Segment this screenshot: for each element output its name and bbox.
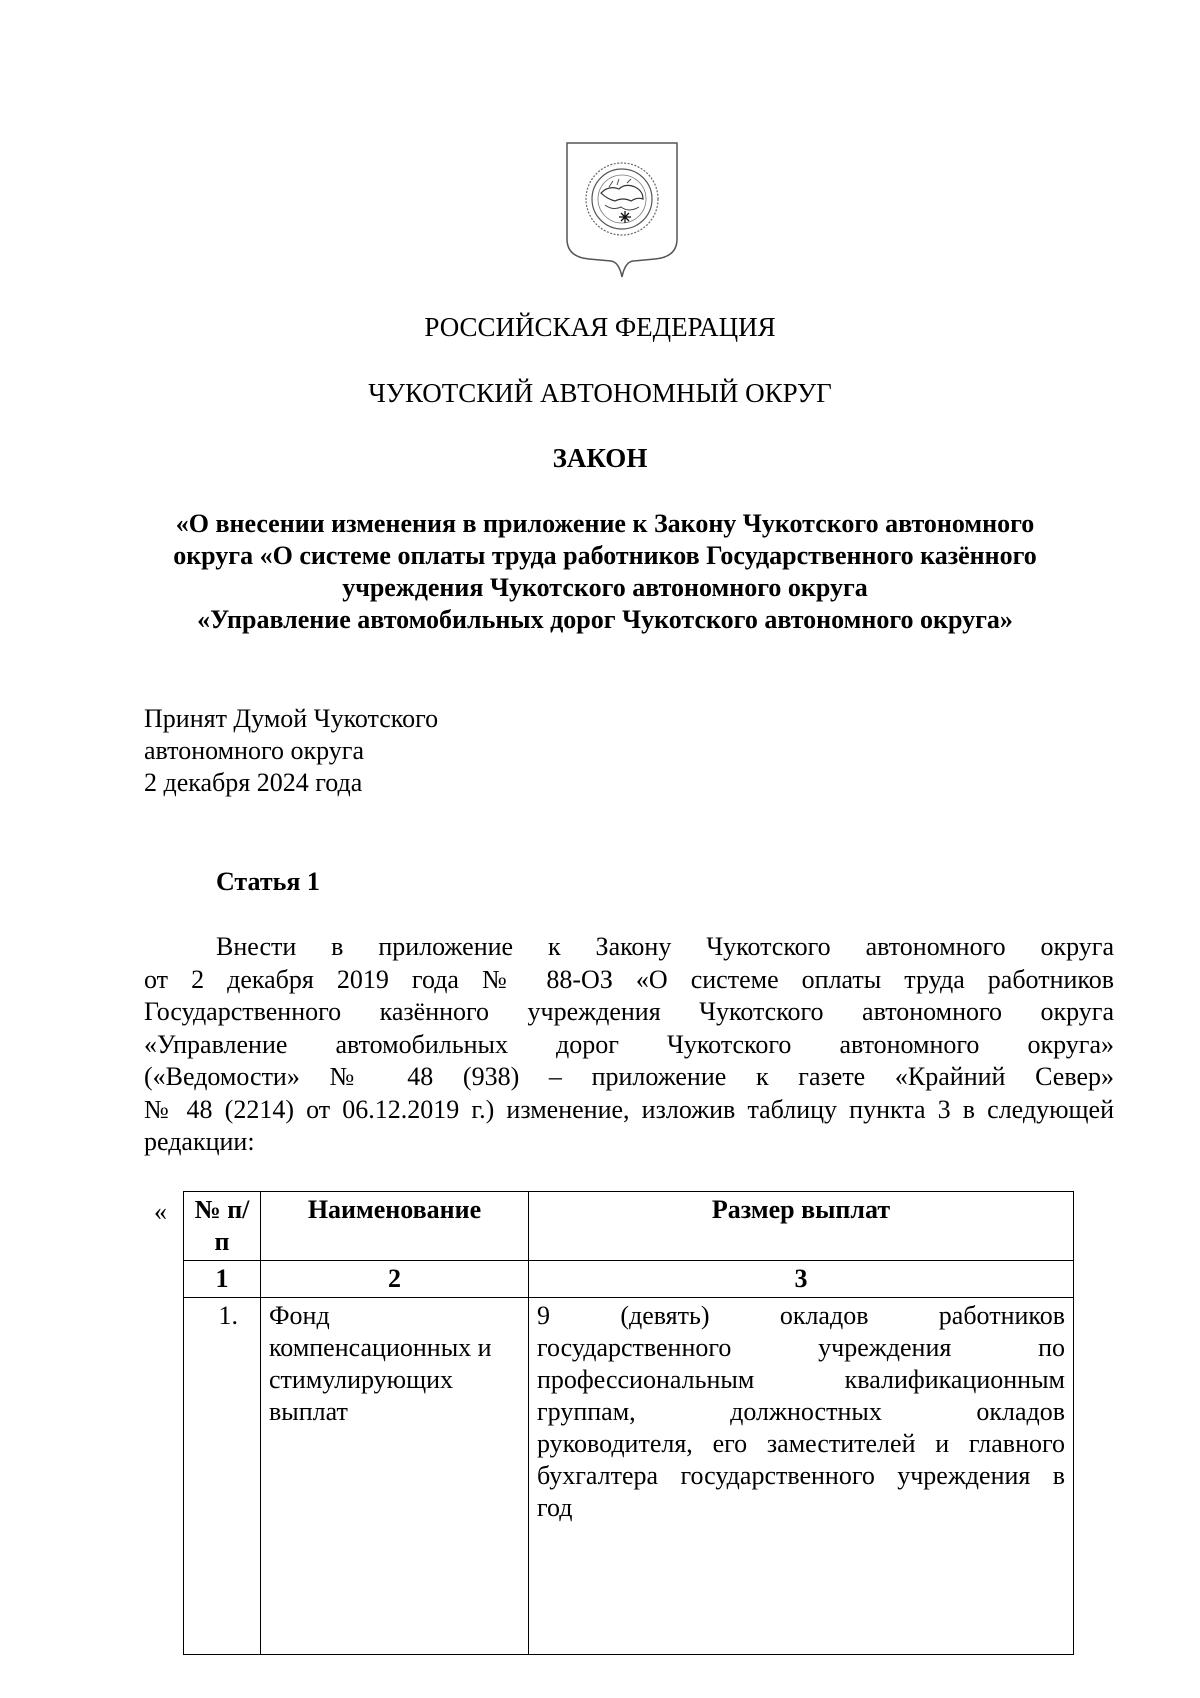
article-line: Государственного казённого учреждения Чукотского автономного округа [144,997,1114,1026]
law-title-line: учреждения Чукотского автономного округа [342,573,868,602]
country-heading: РОССИЙСКАЯ ФЕДЕРАЦИЯ [424,312,776,342]
article-line: от 2 декабря 2019 года № 88-ОЗ «О системе оплаты труда работников [144,964,1114,994]
row-amount-line: группам, должностных окладов [537,1397,1065,1426]
adoption-line: автономного округа [144,736,364,765]
row-amount [529,1298,1074,1655]
table-row [184,1298,1074,1655]
article-line: («Ведомости» № 48 (938) – приложение к газете «Крайний Север» [144,1062,1114,1091]
row-amount-line: руководителя, его заместителей и главного [537,1429,1065,1458]
law-title-line: «Управление автомобильных дорог Чукотского автономного округа» [197,605,1013,634]
region-heading: ЧУКОТСКИЙ АВТОНОМНЫЙ ОКРУГ [368,378,832,408]
row-amount-line: государственного учреждения по [537,1333,1065,1362]
row-name [261,1298,529,1655]
row-amount-line: 9 (девять) окладов работников [537,1301,1065,1330]
adoption-date: 2 декабря 2024 года [144,768,363,797]
article-line: Внести в приложение к Закону Чукотского автономного округа [216,932,1114,961]
column-numbers-row [184,1261,1074,1298]
row-number: 1. [184,1298,261,1655]
table-header-row [184,1192,1074,1261]
row-amount-line: бухгалтера государственного учреждения в [537,1461,1065,1490]
column-number: 1 [184,1261,261,1298]
article-body [144,931,1114,1159]
adoption-note [144,703,438,799]
law-title [140,508,1070,636]
column-number: 3 [529,1261,1074,1298]
table-open-quote: « [154,1197,167,1226]
law-title-line: округа «О системе оплаты труда работников Государственного казённого [173,541,1037,570]
header-name: Наименование [261,1192,529,1261]
header-amount: Размер выплат [529,1192,1074,1261]
coat-of-arms-icon [565,141,679,279]
article-line: № 48 (2214) от 06.12.2019 г.) изменение, изложив таблицу пункта 3 в следующей [144,1094,1114,1124]
row-name-line: выплат [269,1397,348,1426]
row-name-line: компенсационных и [269,1333,492,1362]
document-type-heading: ЗАКОН [552,443,648,473]
adoption-line: Принят Думой Чукотского [144,704,439,733]
row-amount-line: год [537,1493,573,1522]
article-line: «Управление автомобильных дорог Чукотского автономного округа» [144,1029,1114,1059]
row-name-line: стимулирующих [269,1365,454,1394]
row-amount-line: профессиональным квалификационным [537,1365,1065,1394]
article-heading: Статья 1 [216,867,320,896]
law-title-line: «О внесении изменения в приложение к Закону Чукотского автономного [175,509,1035,538]
column-number: 2 [261,1261,529,1298]
header-num: № п/п [184,1192,261,1261]
payment-table [183,1191,1074,1655]
article-line: редакции: [144,1127,255,1156]
row-name-line: Фонд [269,1301,330,1330]
